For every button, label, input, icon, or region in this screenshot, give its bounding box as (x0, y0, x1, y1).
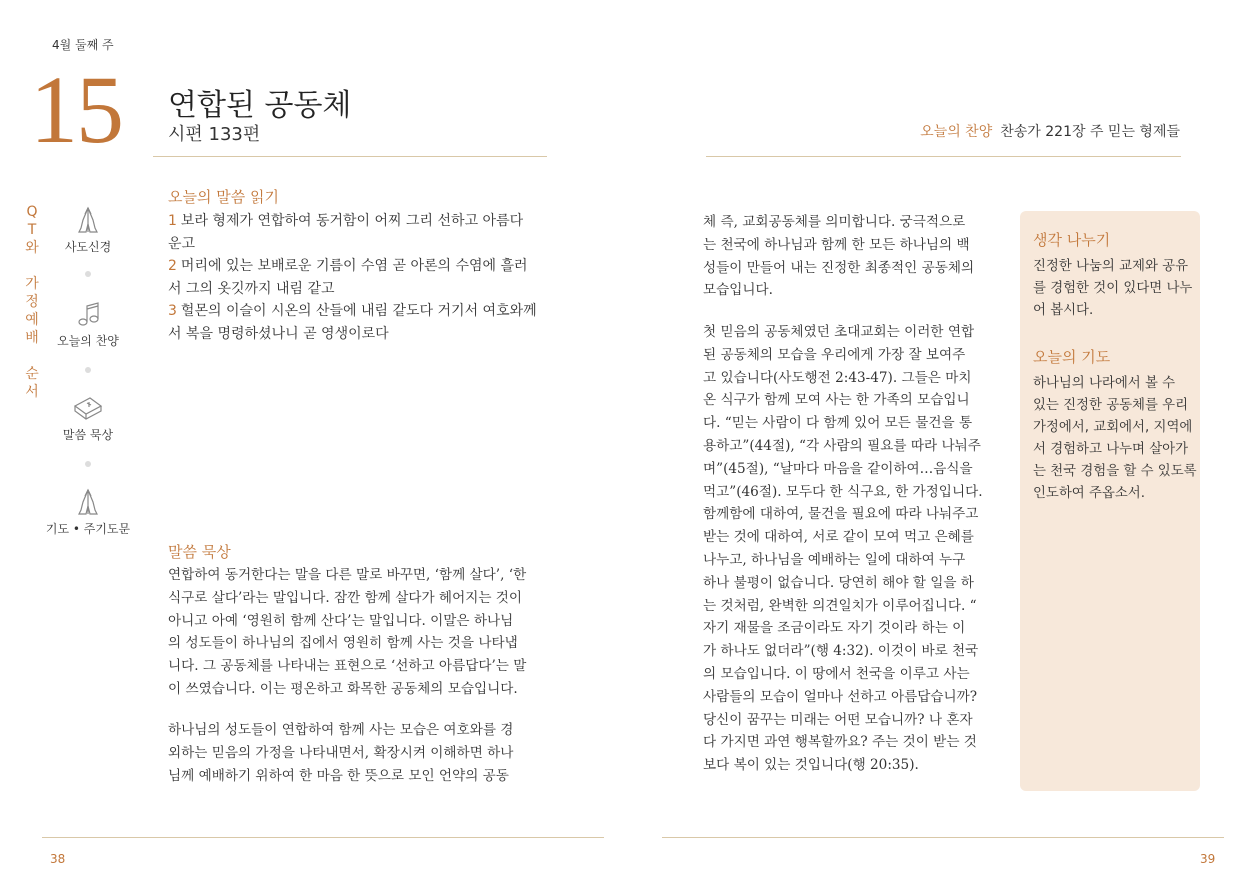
text-line: 는 것처럼, 완벽한 의견일치가 이루어집니다. “ (703, 597, 977, 614)
footer-divider-left (42, 837, 604, 838)
text-line: 며”(45절), “날마다 마음을 같이하여…음식을 (703, 460, 973, 477)
vertical-label-char (24, 257, 40, 275)
vertical-label-char: 서 (25, 384, 39, 400)
text-line: 받는 것에 대하여, 서로 같이 모여 먹고 은혜를 (703, 529, 974, 546)
verse-text: 헐몬의 이슬이 시온의 산들에 내림 같도다 거기서 여호와께 (180, 303, 537, 319)
verse-text: 서 그의 옷깃까지 내림 같고 (168, 280, 335, 297)
hymn-text: 찬송가 221장 주 믿는 형제들 (1000, 124, 1180, 140)
text-line: 먹고”(46절). 모두다 한 식구요, 한 가정입니다. (703, 483, 983, 500)
praying-hands-icon (70, 204, 106, 236)
meditation-paragraph (703, 211, 996, 302)
scripture-reference: 시편 133편 (168, 124, 261, 145)
nav-dot (85, 271, 91, 277)
text-line: 가정에서, 교회에서, 지역에 (1033, 420, 1193, 435)
verse-number: 2 (168, 258, 177, 274)
side-nav-label: 오늘의 찬양 (57, 334, 119, 348)
nav-dot (85, 461, 91, 467)
text-line: 서 경험하고 나누며 살아가 (1033, 442, 1189, 457)
text-line: 온 식구가 함께 모여 사는 한 가족의 모습입니 (703, 392, 970, 409)
bible-book-icon (70, 392, 106, 424)
reading-heading: 오늘의 말씀 읽기 (168, 188, 279, 206)
vertical-order-label (24, 203, 40, 401)
text-line: 된 공동체의 모습을 우리에게 가장 잘 보여주 (703, 346, 966, 363)
text-line: 연합하여 동거한다는 말을 다른 말로 바꾸면, ‘함께 살다’, ‘한 (168, 567, 527, 583)
side-nav-label: 말씀 묵상 (62, 428, 114, 442)
page-number-left: 38 (50, 852, 66, 866)
verse-line (168, 233, 548, 256)
text-line: 자기 재물을 조금이라도 자기 것이라 하는 이 (703, 620, 966, 637)
footer-divider-right (662, 837, 1224, 838)
header-divider-right (706, 156, 1181, 157)
verse-text: 운고 (168, 235, 196, 252)
text-line: 어 봅시다. (1033, 303, 1094, 318)
text-line: 의 성도들이 하나님의 집에서 영원히 함께 사는 것을 나타냅 (168, 635, 518, 652)
vertical-label-char: 배 (25, 330, 39, 346)
side-nav-meditation (43, 392, 133, 443)
hymn-of-the-day (920, 121, 1180, 141)
text-line: 의 모습입니다. 이 땅에서 천국을 이루고 사는 (703, 665, 970, 682)
side-nav-creed (43, 204, 133, 255)
verse-line (168, 278, 548, 301)
text-line: 님께 예배하기 위하여 한 마음 한 뜻으로 모인 언약의 공동 (168, 767, 509, 784)
side-nav-prayer (43, 486, 133, 537)
verse-text: 보라 형제가 연합하여 동거함이 어찌 그리 선하고 아름다 (180, 213, 524, 229)
text-line: 나누고, 하나님을 예배하는 일에 대하여 누구 (703, 551, 966, 568)
meditation-paragraph (168, 564, 546, 701)
page-title: 연합된 공동체 (168, 88, 352, 123)
verse-line (168, 255, 548, 278)
text-line: 인도하여 주옵소서. (1033, 486, 1145, 501)
side-nav-label: 기도 • 주기도문 (45, 522, 131, 536)
verse-line (168, 210, 548, 233)
text-line: 용하고”(44절), “각 사람의 필요를 따라 나눠주 (703, 437, 981, 454)
text-line: 체 즉, 교회공동체를 의미합니다. 궁극적으로 (703, 214, 966, 230)
hymn-label: 오늘의 찬양 (920, 124, 993, 140)
text-line: 다 가지면 과연 행복할까요? 주는 것이 받는 것 (703, 734, 977, 751)
text-line: 당신이 꿈꾸는 미래는 어떤 모습니까? 나 혼자 (703, 711, 973, 728)
sharing-text (1033, 256, 1193, 322)
text-line: 첫 믿음의 공동체였던 초대교회는 이러한 연합 (703, 324, 975, 340)
prayer-text (1033, 373, 1197, 505)
side-nav-hymn (43, 298, 133, 349)
meditation-heading: 말씀 묵상 (168, 543, 231, 561)
meditation-paragraph (168, 719, 546, 787)
text-line: 는 천국에 하나님과 함께 한 모든 하나님의 백 (703, 236, 970, 253)
vertical-label-char: 와 (25, 240, 39, 256)
vertical-label-char: T (27, 222, 37, 238)
prayer-heading: 오늘의 기도 (1033, 348, 1111, 366)
text-line: 식구로 살다’라는 말입니다. 잠깐 함께 살다가 헤어지는 것이 (168, 589, 523, 606)
text-line: 이 쓰였습니다. 이는 평온하고 화목한 공동체의 모습입니다. (168, 680, 518, 697)
text-line: 하나 불평이 없습니다. 당연히 해야 할 일을 하 (703, 574, 974, 591)
header-divider-left (153, 156, 547, 157)
text-line: 고 있습니다(사도행전 2:43-47). 그들은 마치 (703, 369, 972, 386)
text-line: 진정한 나눔의 교제와 공유 (1033, 259, 1189, 274)
text-line: 함께함에 대하여, 물건을 필요에 따라 나눠주고 (703, 506, 979, 523)
vertical-label-char: Q (26, 204, 38, 220)
vertical-label-char (24, 347, 40, 365)
music-note-icon (70, 298, 106, 330)
text-line: 다. “믿는 사람이 다 함께 있어 모든 물건을 통 (703, 415, 973, 432)
nav-dot (85, 367, 91, 373)
text-line: 니다. 그 공동체를 나타내는 표현으로 ‘선하고 아름답다’는 말 (168, 658, 527, 675)
sharing-heading: 생각 나누기 (1033, 231, 1111, 249)
text-line: 아니고 아예 ‘영원히 함께 산다’는 말입니다. 이말은 하나님 (168, 612, 514, 629)
text-line: 보다 복이 있는 것입니다(행 20:35). (703, 757, 919, 774)
page-number-right: 39 (1200, 852, 1216, 866)
verse-number: 3 (168, 303, 177, 319)
praying-hands-icon (70, 486, 106, 518)
scripture-reading (168, 210, 548, 345)
day-number: 15 (30, 56, 122, 163)
text-line: 를 경험한 것이 있다면 나누 (1033, 281, 1193, 296)
verse-line (168, 300, 548, 323)
text-line: 사람들의 모습이 얼마나 선하고 아름답습니까? (703, 688, 978, 705)
vertical-label-char: 순 (25, 366, 39, 382)
text-line: 하나님의 나라에서 볼 수 (1033, 376, 1176, 391)
text-line: 는 천국 경험을 할 수 있도록 (1033, 464, 1197, 479)
week-label: 4월 둘째 주 (52, 38, 114, 52)
vertical-label-char: 정 (25, 294, 39, 310)
text-line: 모습입니다. (703, 282, 773, 299)
verse-number: 1 (168, 213, 177, 229)
text-line: 하나님의 성도들이 연합하여 함께 사는 모습은 여호와를 경 (168, 722, 514, 738)
meditation-paragraph (703, 321, 996, 777)
text-line: 가 하나도 없더라”(행 4:32). 이것이 바로 천국 (703, 643, 979, 660)
text-line: 있는 진정한 공동체를 우리 (1033, 398, 1189, 413)
text-line: 외하는 믿음의 가정을 나타내면서, 확장시켜 이해하면 하나 (168, 744, 514, 761)
text-line: 성들이 만들어 내는 진정한 최종적인 공동체의 (703, 259, 975, 276)
vertical-label-char: 예 (25, 312, 39, 328)
verse-text: 서 복을 명령하셨나니 곧 영생이로다 (168, 325, 389, 342)
verse-text: 머리에 있는 보배로운 기름이 수염 곧 아론의 수염에 흘러 (180, 258, 528, 274)
side-nav-label: 사도신경 (64, 240, 112, 254)
verse-line (168, 323, 548, 346)
vertical-label-char: 가 (25, 276, 39, 292)
